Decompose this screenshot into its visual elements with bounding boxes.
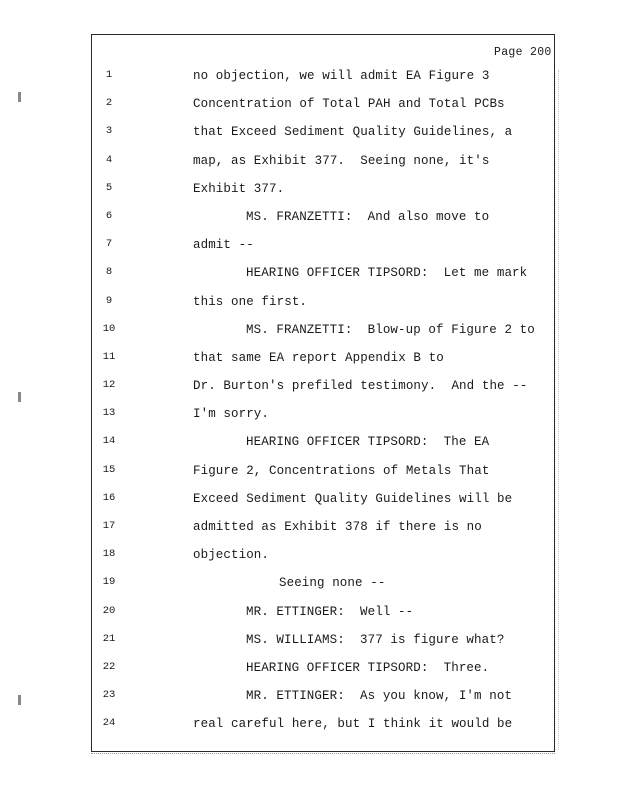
margin-tick-bottom	[18, 695, 21, 705]
line-number: 3	[105, 125, 113, 138]
line-number: 7	[105, 238, 113, 251]
page-number: Page 200	[494, 46, 552, 59]
transcript-line: MS. FRANZETTI: Blow-up of Figure 2 to	[246, 322, 535, 337]
line-number: 16	[102, 491, 116, 504]
transcript-line: that Exceed Sediment Quality Guidelines, a	[193, 125, 513, 140]
page-footer-rule	[91, 753, 555, 754]
line-number: 21	[102, 632, 116, 645]
transcript-line: objection.	[193, 548, 270, 563]
transcript-line: Concentration of Total PAH and Total PCBs	[193, 97, 505, 112]
transcript-line: real careful here, but I think it would be	[193, 717, 513, 732]
transcript-line: Seeing none --	[279, 576, 386, 591]
line-number: 23	[102, 689, 116, 702]
line-number: 9	[105, 294, 113, 307]
line-number: 5	[105, 181, 113, 194]
transcript-line: HEARING OFFICER TIPSORD: Three.	[246, 660, 490, 675]
line-number: 8	[105, 266, 113, 279]
transcript-line: no objection, we will admit EA Figure 3	[193, 69, 490, 83]
margin-tick-top	[18, 92, 21, 102]
transcript-line: MS. WILLIAMS: 377 is figure what?	[246, 632, 505, 647]
transcript-line: HEARING OFFICER TIPSORD: Let me mark	[246, 266, 528, 281]
line-number: 24	[102, 717, 116, 730]
transcript-line: that same EA report Appendix B to	[193, 350, 444, 365]
line-number: 1	[105, 69, 113, 81]
right-margin-rule	[558, 70, 560, 750]
line-number: 11	[102, 350, 116, 363]
transcript-line: admit --	[193, 238, 254, 253]
line-number: 20	[102, 604, 116, 617]
line-number: 4	[105, 153, 113, 166]
transcript-line: this one first.	[193, 294, 308, 309]
line-number: 13	[102, 407, 116, 420]
transcript-line: admitted as Exhibit 378 if there is no	[193, 520, 482, 534]
transcript-line: MR. ETTINGER: As you know, I'm not	[246, 689, 513, 704]
transcript-text-column	[193, 69, 543, 746]
transcript-line: MS. FRANZETTI: And also move to	[246, 209, 490, 224]
line-number: 22	[102, 660, 116, 673]
line-number: 15	[102, 463, 116, 476]
line-number: 6	[105, 209, 113, 222]
line-number: 14	[102, 435, 116, 448]
line-number: 2	[105, 97, 113, 110]
transcript-line: map, as Exhibit 377. Seeing none, it's	[193, 153, 490, 168]
line-number: 19	[102, 576, 116, 589]
transcript-line: Exhibit 377.	[193, 181, 285, 196]
margin-tick-middle	[18, 392, 21, 402]
line-number: 17	[102, 520, 116, 532]
line-number: 12	[102, 379, 116, 392]
transcript-line: HEARING OFFICER TIPSORD: The EA	[246, 435, 490, 450]
transcript-line: Dr. Burton's prefiled testimony. And the --	[193, 379, 528, 394]
transcript-line: Figure 2, Concentrations of Metals That	[193, 463, 490, 478]
transcript-line: MR. ETTINGER: Well --	[246, 604, 414, 619]
transcript-line: Exceed Sediment Quality Guidelines will be	[193, 491, 513, 506]
line-number: 10	[102, 322, 116, 335]
transcript-line: I'm sorry.	[193, 407, 270, 422]
line-number: 18	[102, 548, 116, 561]
line-number-column	[99, 69, 119, 746]
